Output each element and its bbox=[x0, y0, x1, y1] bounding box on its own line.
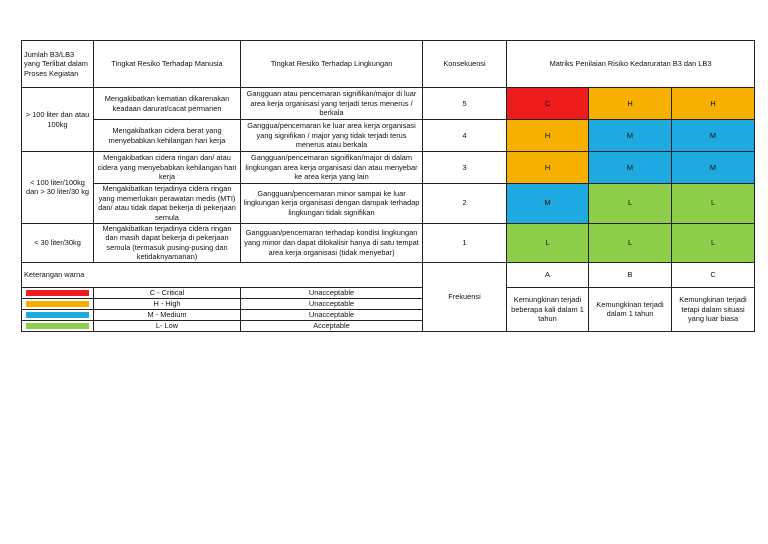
freq-desc-c: Kemungkinan terjadi tetapi dalam situasi yang luar biasa bbox=[672, 288, 755, 332]
risk-matrix-table bbox=[21, 40, 755, 332]
row-2-cell-b: M bbox=[589, 120, 672, 152]
row-2-konsekuensi: 4 bbox=[423, 120, 507, 152]
row-4-cell-c: L bbox=[672, 184, 755, 224]
jumlah-group-3: < 30 liter/30kg bbox=[22, 223, 94, 263]
row-3-cell-a: H bbox=[507, 152, 589, 184]
header-matriks: Matriks Penilaian Risiko Kedaruratan B3 dan LB3 bbox=[507, 41, 755, 88]
row-3-konsekuensi: 3 bbox=[423, 152, 507, 184]
freq-code-c: C bbox=[672, 263, 755, 288]
legend-title: Keterangan warna bbox=[22, 263, 423, 288]
row-2-cell-c: M bbox=[672, 120, 755, 152]
row-4-cell-a: M bbox=[507, 184, 589, 224]
legend-label-low: L- Low bbox=[94, 320, 241, 331]
legend-color-red bbox=[26, 290, 89, 296]
row-3-manusia: Mengakibatkan cidera ringan dan/ atau cidera yang menyebabkan kehilangan hari kerja bbox=[94, 152, 241, 184]
legend-status-critical: Unacceptable bbox=[241, 288, 423, 299]
jumlah-group-1: > 100 liter dan atau 100kg bbox=[22, 88, 94, 152]
row-5-cell-c: L bbox=[672, 223, 755, 263]
row-3-cell-b: M bbox=[589, 152, 672, 184]
legend-swatch-high bbox=[22, 298, 94, 309]
row-3-lingkungan: Gangguan/pencemaran signifikan/major di dalam lingkungan area kerja organisasi dan atau menyebar ke area kerja yang lain bbox=[241, 152, 423, 184]
row-4-konsekuensi: 2 bbox=[423, 184, 507, 224]
row-5-cell-b: L bbox=[589, 223, 672, 263]
freq-desc-b: Kemungkinan terjadi dalam 1 tahun bbox=[589, 288, 672, 332]
row-1-cell-a: C bbox=[507, 88, 589, 120]
header-jumlah: Jumlah B3/LB3 yang Terlibat dalam Proses Kegiatan bbox=[22, 41, 94, 88]
row-1-cell-b: H bbox=[589, 88, 672, 120]
row-1-lingkungan: Gangguan atau pencemaran signifikan/major di luar area kerja organisasi yang terjadi terus menerus / berkala bbox=[241, 88, 423, 120]
row-4-manusia: Mengakibatkan terjadinya cidera ringan yang memerlukan perawatan medis (MTI) dan/ atau tidak dapat bekerja di pekerjaan semula bbox=[94, 184, 241, 224]
freq-code-a: A bbox=[507, 263, 589, 288]
row-2-lingkungan: Ganggua/pencemaran ke luar area kerja organisasi yang signifikan / major yang tidak terjadi terus menerus atau berkala bbox=[241, 120, 423, 152]
header-manusia: Tingkat Resiko Terhadap Manusia bbox=[94, 41, 241, 88]
legend-color-orange bbox=[26, 301, 89, 307]
row-1-cell-c: H bbox=[672, 88, 755, 120]
legend-status-high: Unacceptable bbox=[241, 298, 423, 309]
row-2-manusia: Mengakibatkan cidera berat yang menyebabkan kehilangan hari kerja bbox=[94, 120, 241, 152]
row-5-manusia: Mengakibatkan terjadinya cidera ringan dan masih dapat bekerja di pekerjaan semula (termasuk pusing-pusing dan ketidaknyamanan) bbox=[94, 223, 241, 263]
legend-label-medium: M - Medium bbox=[94, 309, 241, 320]
legend-swatch-medium bbox=[22, 309, 94, 320]
row-3-cell-c: M bbox=[672, 152, 755, 184]
legend-color-green bbox=[26, 323, 89, 329]
header-konsekuensi: Konsekuensi bbox=[423, 41, 507, 88]
legend-color-blue bbox=[26, 312, 89, 318]
row-1-manusia: Mengakibatkan kematian dikarenakan keadaan darurat/cacat permanen bbox=[94, 88, 241, 120]
legend-label-high: H - High bbox=[94, 298, 241, 309]
header-lingkungan: Tingkat Resiko Terhadap Lingkungan bbox=[241, 41, 423, 88]
freq-desc-a: Kemungkinan terjadi beberapa kali dalam 1 tahun bbox=[507, 288, 589, 332]
row-4-cell-b: L bbox=[589, 184, 672, 224]
legend-swatch-critical bbox=[22, 288, 94, 299]
frekuensi-label: Frekuensi bbox=[423, 263, 507, 332]
row-5-lingkungan: Gangguan/pencemaran terhadap kondisi lingkungan yang minor dan dapat dilokalisir hanya di satu tempat area kerja organisasi (tidak menyebar) bbox=[241, 223, 423, 263]
row-5-cell-a: L bbox=[507, 223, 589, 263]
jumlah-group-2: < 100 liter/100kg dan > 30 liter/30 kg bbox=[22, 152, 94, 224]
legend-status-medium: Unacceptable bbox=[241, 309, 423, 320]
row-4-lingkungan: Gangguan/pencemaran minor sampai ke luar lingkungan kerja organisasi dengan dampak terhadap lingkungan tidak signifikan bbox=[241, 184, 423, 224]
freq-code-b: B bbox=[589, 263, 672, 288]
legend-swatch-low bbox=[22, 320, 94, 331]
row-1-konsekuensi: 5 bbox=[423, 88, 507, 120]
legend-status-low: Acceptable bbox=[241, 320, 423, 331]
row-5-konsekuensi: 1 bbox=[423, 223, 507, 263]
row-2-cell-a: H bbox=[507, 120, 589, 152]
legend-label-critical: C - Critical bbox=[94, 288, 241, 299]
